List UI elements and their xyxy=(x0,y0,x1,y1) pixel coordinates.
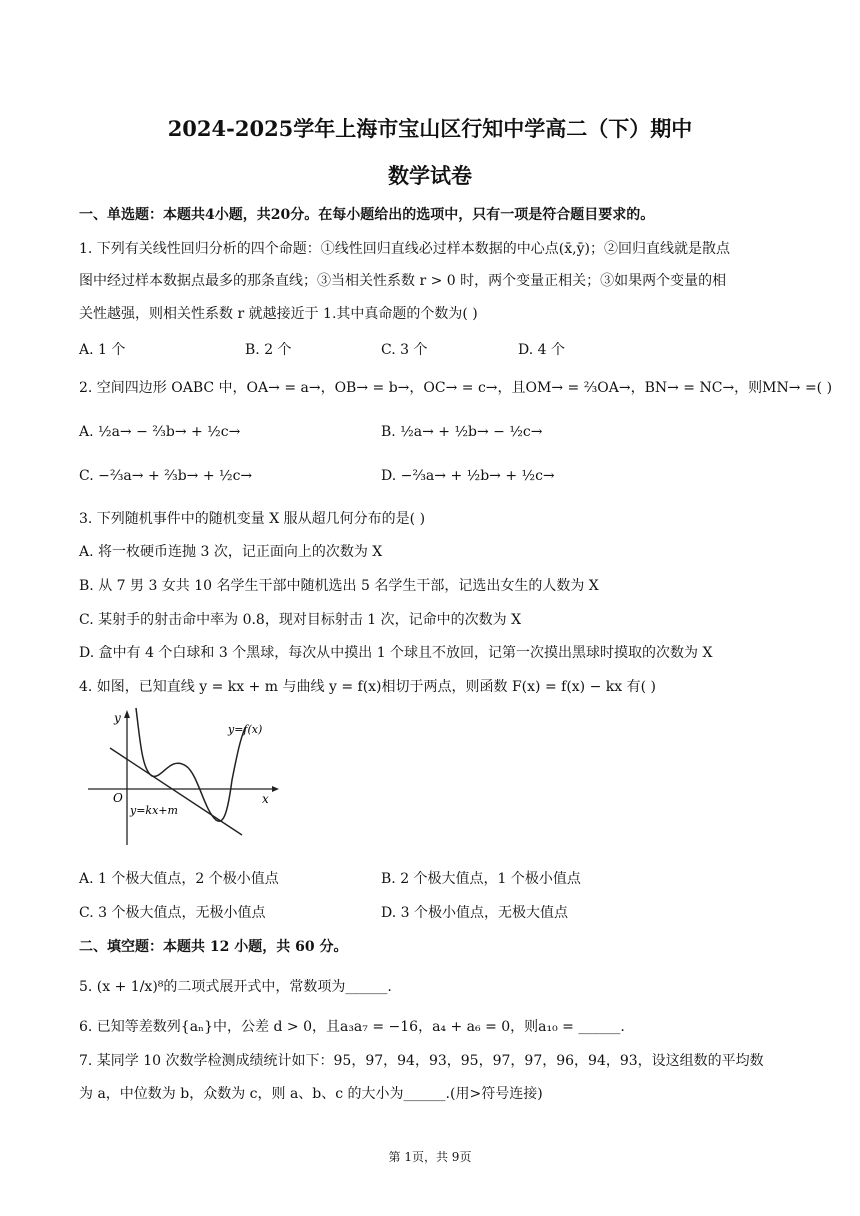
question-3-option-d: D. 盒中有 4 个白球和 3 个黑球，每次从中摸出 1 个球且不放回，记第一次摸出黑球时摸取的次数为 X xyxy=(79,645,713,661)
y-axis-label: y xyxy=(114,711,121,725)
question-1-option-a: A. 1 个 xyxy=(79,342,126,358)
page-footer: 第 1页，共 9页 xyxy=(388,1150,472,1164)
question-1-option-c: C. 3 个 xyxy=(381,342,428,358)
curve-label: y=f(x) xyxy=(228,723,263,736)
y-axis-arrow-icon xyxy=(124,710,130,718)
page-subtitle: 数学试卷 xyxy=(388,163,472,188)
x-axis-label: x xyxy=(262,792,269,806)
question-7-line-2: 为 a，中位数为 b，众数为 c，则 a、b、c 的大小为______.(用>符号连接) xyxy=(79,1086,543,1102)
question-7-line-1: 7. 某同学 10 次数学检测成绩统计如下：95，97，94，93，95，97，97，96，94，93，设这组数的平均数 xyxy=(79,1053,764,1069)
line-label: y=kx+m xyxy=(130,804,178,817)
function-graph-figure xyxy=(82,700,297,850)
question-4-option-d: D. 3 个极小值点，无极大值点 xyxy=(381,905,568,921)
question-5-stem: 5. (x + 1/x)⁸的二项式展开式中，常数项为______. xyxy=(79,979,392,995)
question-4-stem: 4. 如图，已知直线 y = kx + m 与曲线 y = f(x)相切于两点，则函数 F(x) = f(x) − kx 有( ) xyxy=(79,679,656,695)
question-2-option-b: B. ½a→ + ½b→ − ½c→ xyxy=(381,424,543,440)
question-1-line-2: 图中经过样本数据点最多的那条直线；③当相关性系数 r > 0 时，两个变量正相关；③如果两个变量的相 xyxy=(79,273,727,289)
question-3-option-a: A. 将一枚硬币连抛 3 次，记正面向上的次数为 X xyxy=(79,544,383,560)
question-4-option-c: C. 3 个极大值点，无极小值点 xyxy=(79,905,266,921)
question-1-line-3: 关性越强，则相关性系数 r 就越接近于 1.其中真命题的个数为( ) xyxy=(79,306,478,322)
question-1-option-d: D. 4 个 xyxy=(518,342,565,358)
origin-label: O xyxy=(113,791,123,805)
question-3-stem: 3. 下列随机事件中的随机变量 X 服从超几何分布的是( ) xyxy=(79,511,426,527)
question-2-option-a: A. ½a→ − ⅔b→ + ½c→ xyxy=(79,424,241,440)
question-3-option-b: B. 从 7 男 3 女共 10 名学生干部中随机选出 5 名学生干部，记选出女生的人数为 X xyxy=(79,578,599,594)
question-3-option-c: C. 某射手的射击命中率为 0.8，现对目标射击 1 次，记命中的次数为 X xyxy=(79,612,522,628)
question-2-option-c: C. −⅔a→ + ⅔b→ + ½c→ xyxy=(79,468,253,484)
question-1-option-b: B. 2 个 xyxy=(245,342,292,358)
question-1-line-1: 1. 下列有关线性回归分析的四个命题：①线性回归直线必过样本数据的中心点(x̄,ȳ)；②回归直线就是散点 xyxy=(79,241,730,257)
section-heading-single-choice: 一、单选题：本题共4小题，共20分。在每小题给出的选项中，只有一项是符合题目要求的。 xyxy=(79,207,655,223)
x-axis-arrow-icon xyxy=(272,786,279,792)
tangent-line xyxy=(110,748,242,835)
question-2-stem: 2. 空间四边形 OABC 中，OA→ = a→，OB→ = b→，OC→ = c→，且OM→ = ⅔OA→，BN→ = NC→，则MN→ =( ) xyxy=(79,380,833,396)
question-4-option-b: B. 2 个极大值点，1 个极小值点 xyxy=(381,871,581,887)
section-heading-fill-in: 二、填空题：本题共 12 小题，共 60 分。 xyxy=(79,939,348,955)
question-4-option-a: A. 1 个极大值点，2 个极小值点 xyxy=(79,871,279,887)
question-2-option-d: D. −⅔a→ + ½b→ + ½c→ xyxy=(381,468,555,484)
question-6-stem: 6. 已知等差数列{aₙ}中，公差 d > 0，且a₃a₇ = −16，a₄ + a₆ = 0，则a₁₀ = ______. xyxy=(79,1019,625,1035)
page-title: 2024-2025学年上海市宝山区行知中学高二（下）期中 xyxy=(167,116,693,141)
